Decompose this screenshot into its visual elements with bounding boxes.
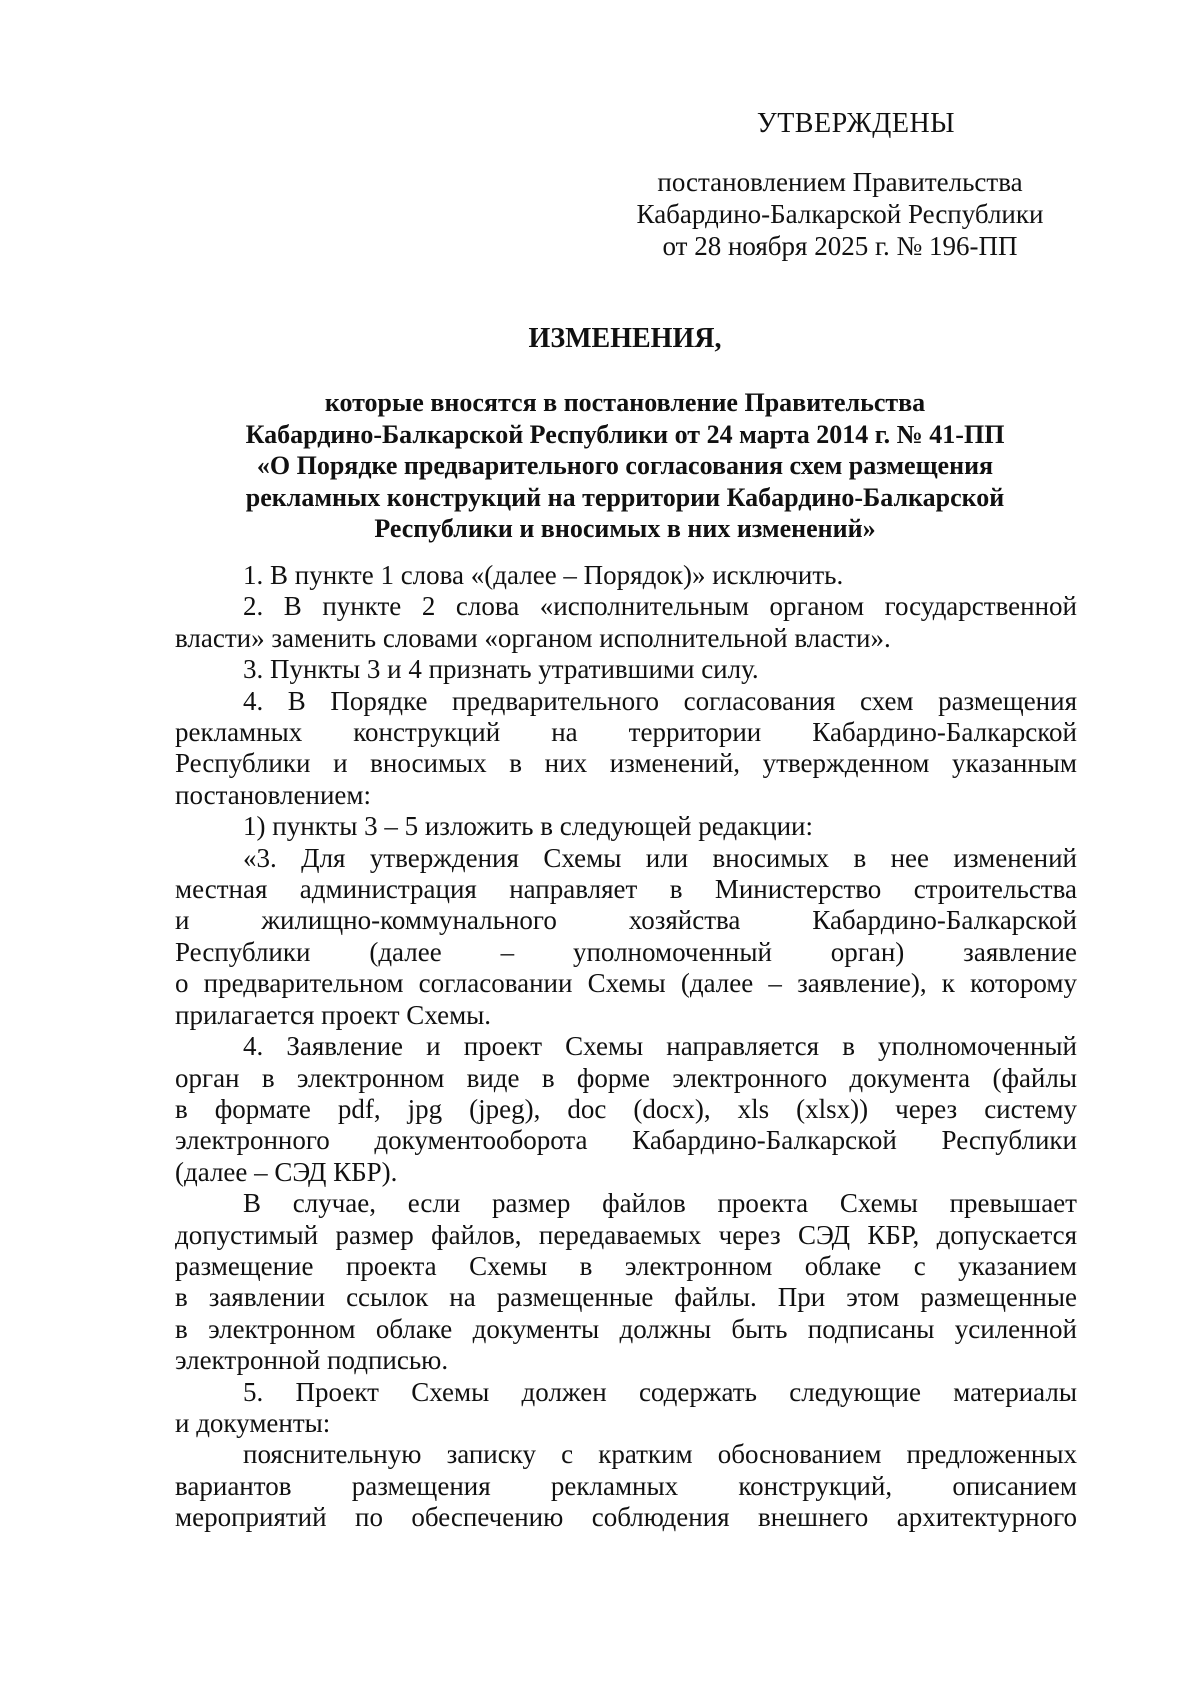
paragraph-8-line-2: допустимый размер файлов, передаваемых через СЭД КБР, допускается (175, 1219, 1077, 1250)
paragraph-6-line-2: местная администрация направляет в Министерство строительства (175, 874, 1077, 905)
paragraph-8-line-1: В случае, если размер файлов проекта Схемы превышает (243, 1188, 1077, 1219)
paragraph-4-line-1: 4. В Порядке предварительного согласования схем размещения (243, 685, 1077, 716)
document-title: ИЗМЕНЕНИЯ, (528, 323, 722, 354)
approved-label: УТВЕРЖДЕНЫ (756, 108, 956, 139)
paragraph-4-line-2: рекламных конструкций на территории Кабардино-Балкарской (175, 717, 1077, 748)
paragraph-10-line-2: вариантов размещения рекламных конструкций, описанием (175, 1470, 1077, 1501)
paragraph-6-line-3: и жилищно-коммунального хозяйства Кабардино-Балкарской (175, 905, 1077, 936)
paragraph-6-line-4: Республики (далее – уполномоченный орган) заявление (175, 936, 1077, 967)
paragraph-10-line-1: пояснительную записку с кратким обоснованием предложенных (243, 1439, 1077, 1470)
paragraph-8-line-3: размещение проекта Схемы в электронном облаке с указанием (175, 1250, 1077, 1281)
approval-line-3: от 28 ноября 2025 г. № 196-ПП (662, 231, 1018, 261)
paragraph-7-line-3: в формате pdf, jpg (jpeg), doc (docx), xls (xlsx)) через систему (175, 1093, 1077, 1124)
paragraph-6-line-5: о предварительном согласовании Схемы (далее – заявление), к которому (175, 968, 1077, 999)
paragraph-8-line-5: в электронном облаке документы должны быть подписаны усиленной (175, 1313, 1077, 1344)
paragraph-1: 1. В пункте 1 слова «(далее – Порядок)» исключить. (243, 560, 844, 590)
approval-line-1: постановлением Правительства (657, 167, 1023, 197)
paragraph-7-line-1: 4. Заявление и проект Схемы направляется в уполномоченный (243, 1031, 1077, 1062)
paragraph-7-line-5: (далее – СЭД КБР). (175, 1156, 398, 1187)
document-heading (150, 322, 1100, 545)
paragraph-6-line-6: прилагается проект Схемы. (175, 999, 492, 1030)
paragraph-5: 1) пункты 3 – 5 изложить в следующей редакции: (243, 811, 814, 842)
document-subtitle-line-5: Республики и вносимых в них изменений» (374, 514, 876, 543)
paragraph-6-line-1: «3. Для утверждения Схемы или вносимых в нее изменений (243, 842, 1077, 873)
paragraph-9-line-1: 5. Проект Схемы должен содержать следующие материалы (243, 1376, 1077, 1407)
document-subtitle-line-1: которые вносятся в постановление Правительства (324, 388, 926, 417)
paragraph-4-line-3: Республики и вносимых в них изменений, утвержденном указанным (175, 748, 1077, 779)
paragraph-4-line-4: постановлением: (175, 779, 371, 810)
document-body (175, 560, 1077, 1534)
document-subtitle-line-4: рекламных конструкций на территории Кабардино-Балкарской (245, 482, 1005, 512)
paragraph-9-line-2: и документы: (175, 1407, 331, 1438)
paragraph-2-line-2: власти» заменить словами «органом исполнительной власти». (175, 622, 891, 653)
paragraph-7-line-2: орган в электронном виде в форме электронного документа (файлы (175, 1062, 1077, 1093)
paragraph-8-line-6: электронной подписью. (175, 1345, 449, 1376)
paragraph-8-line-4: в заявлении ссылок на размещенные файлы. При этом размещенные (175, 1282, 1077, 1313)
document-subtitle-line-3: «О Порядке предварительного согласования схем размещения (256, 451, 994, 480)
approval-stamp-block (600, 108, 1080, 262)
paragraph-3: 3. Пункты 3 и 4 признать утратившими силу. (243, 654, 759, 685)
paragraph-7-line-4: электронного документооборота Кабардино-Балкарской Республики (175, 1125, 1077, 1156)
paragraph-10-line-3: мероприятий по обеспечению соблюдения внешнего архитектурного (175, 1502, 1077, 1533)
paragraph-2-line-1: 2. В пункте 2 слова «исполнительным органом государственной (243, 591, 1077, 622)
approval-line-2: Кабардино-Балкарской Республики (636, 199, 1044, 229)
document-subtitle-line-2: Кабардино-Балкарской Республики от 24 марта 2014 г. № 41-ПП (245, 419, 1005, 449)
